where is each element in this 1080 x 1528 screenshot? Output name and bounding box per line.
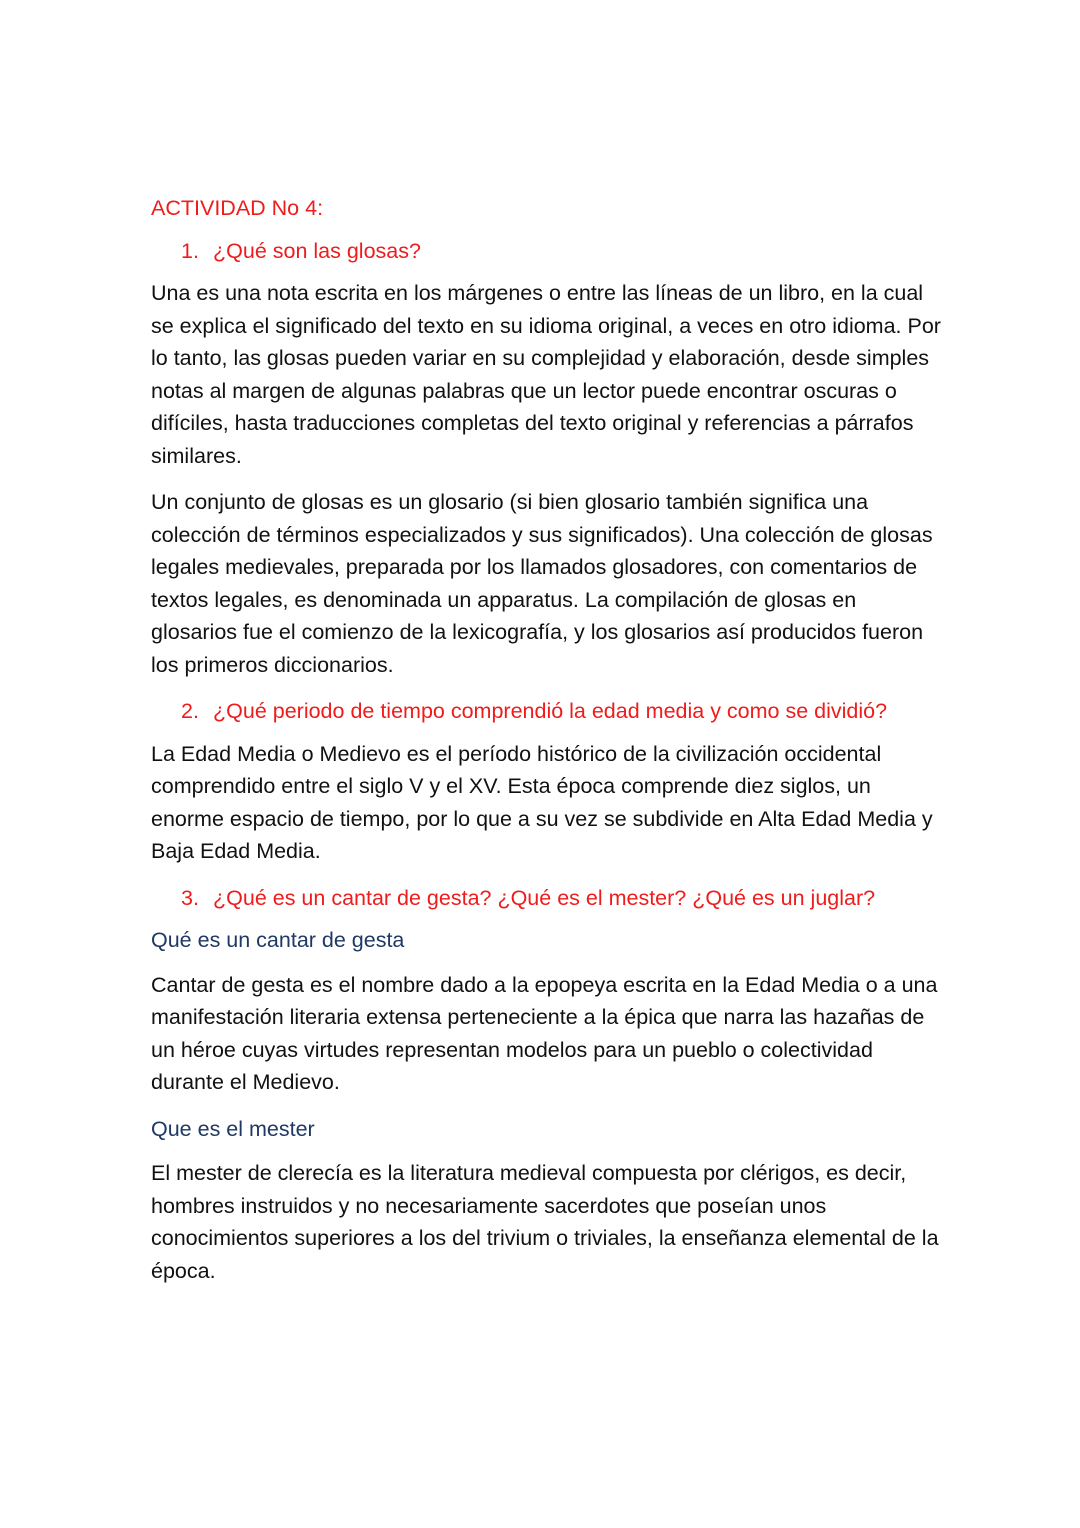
question-1-text: ¿Qué son las glosas? [213, 238, 421, 263]
question-2-text: ¿Qué periodo de tiempo comprendió la edad media y como se dividió? [213, 699, 888, 723]
question-2 [181, 695, 941, 728]
question-2-number: 2. [181, 699, 199, 723]
question-3-text: ¿Qué es un cantar de gesta? ¿Qué es el mester? ¿Qué es un juglar? [213, 885, 876, 910]
question-1-number: 1. [181, 238, 199, 263]
paragraph-cantar-de-gesta: Cantar de gesta es el nombre dado a la epopeya escrita en la Edad Media o a una manifestación literaria extensa perteneciente a la épica que narra las hazañas de un héroe cuyas virtudes representan modelos para un pueblo o colectividad durante el Medievo. [151, 972, 938, 1094]
question-1 [181, 235, 941, 268]
paragraph-mester: El mester de clerecía es la literatura medieval compuesta por clérigos, es decir, hombres instruidos y no necesariamente sacerdotes que poseían unos conocimientos superiores a los del trivium o triviales, la enseñanza elemental de la época. [151, 1161, 939, 1283]
activity-title: ACTIVIDAD No 4: [151, 196, 324, 220]
document-body [151, 192, 941, 1301]
question-3 [181, 882, 941, 915]
paragraph-glosas-definition: Una es una nota escrita en los márgenes o entre las líneas de un libro, en la cual se explica el significado del texto en su idioma original, a veces en otro idioma. Por lo tanto, las glosas pueden variar en su complejidad y elaboración, desde simples notas al margen de algunas palabras que un lector puede encontrar oscuras o difíciles, hasta traducciones completas del texto original y referencias a párrafos similares. [151, 281, 941, 468]
subheading-mester: Que es el mester [151, 1116, 315, 1141]
paragraph-glosario: Un conjunto de glosas es un glosario (si bien glosario también significa una colección de términos especializados y sus significados). Una colección de glosas legales medievales, preparada por los llamados glosadores, con comentarios de textos legales, es denominada un apparatus. La compilación de glosas en glosarios fue el comienzo de la lexicografía, y los glosarios así producidos fueron los primeros diccionarios. [151, 490, 933, 677]
question-3-number: 3. [181, 885, 199, 910]
subheading-cantar-de-gesta: Qué es un cantar de gesta [151, 928, 405, 952]
paragraph-edad-media: La Edad Media o Medievo es el período histórico de la civilización occidental comprendido entre el siglo V y el XV. Esta época comprende diez siglos, un enorme espacio de tiempo, por lo que a su vez se subdivide en Alta Edad Media y Baja Edad Media. [151, 741, 933, 863]
